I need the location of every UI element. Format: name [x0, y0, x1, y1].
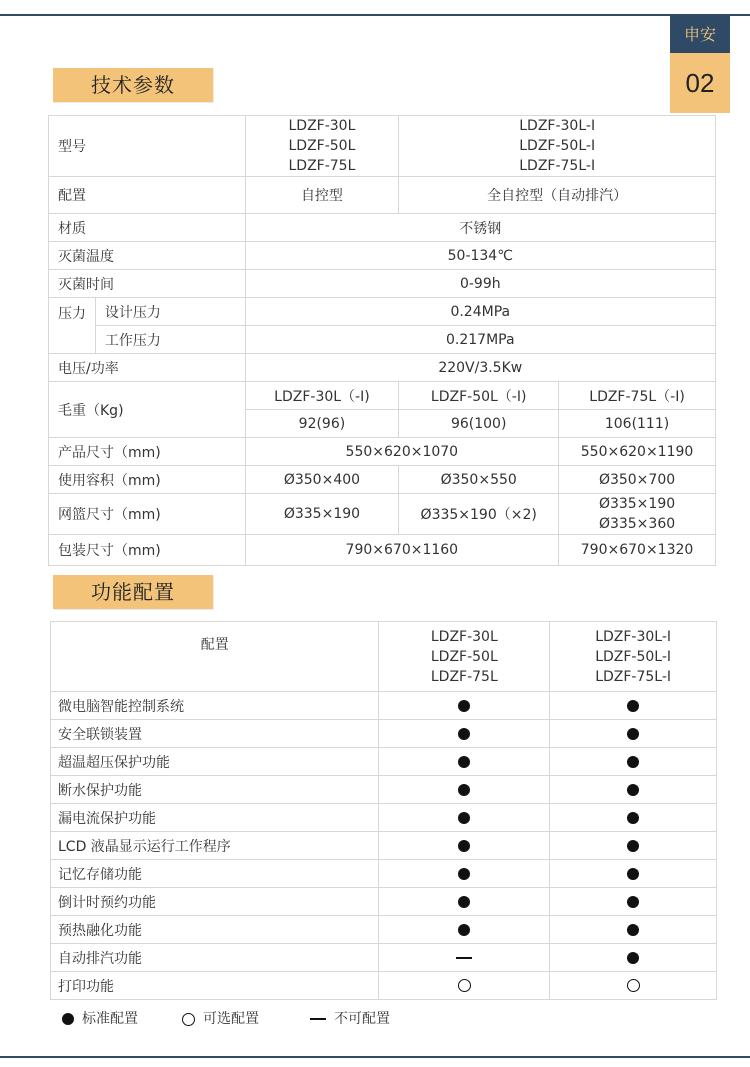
- cell-value: 50-134℃: [245, 242, 715, 270]
- row-label: 材质: [49, 214, 246, 242]
- table-row: [49, 354, 716, 382]
- cell-value: LDZF-75L（-I): [559, 382, 716, 410]
- table-row: [51, 720, 717, 748]
- hollow-circle-icon: [458, 979, 471, 992]
- model-name: LDZF-75L: [288, 158, 356, 174]
- brand-label: 申安: [670, 16, 730, 53]
- cell-value: 0-99h: [245, 270, 715, 298]
- filled-dot-icon: [627, 784, 639, 796]
- filled-dot-icon: [627, 700, 639, 712]
- filled-dot-icon: [458, 840, 470, 852]
- table-row: [51, 972, 717, 1000]
- feature-availability: [379, 748, 550, 776]
- model-name: LDZF-50L: [430, 648, 498, 665]
- cell-value: 96(100): [399, 410, 559, 438]
- feature-availability: [379, 860, 550, 888]
- table-row: [49, 326, 716, 354]
- table-row: [49, 466, 716, 494]
- cell-value: LDZF-50L（-I): [399, 382, 559, 410]
- cell-value: 550×620×1190: [559, 438, 716, 466]
- cell-value: 全自控型（自动排汽）: [399, 177, 716, 214]
- basket-size: Ø335×360: [598, 516, 676, 532]
- feature-availability: [550, 972, 717, 1000]
- table-row: [51, 776, 717, 804]
- filled-dot-icon: [627, 728, 639, 740]
- legend-label: 可选配置: [203, 1011, 259, 1027]
- feature-name: LCD 液晶显示运行工作程序: [51, 832, 379, 860]
- filled-dot-icon: [458, 924, 470, 936]
- basket-size: Ø335×190: [598, 496, 676, 512]
- model-name: LDZF-30L-I: [595, 628, 672, 645]
- cell-value: Ø350×400: [245, 466, 399, 494]
- model-name: LDZF-75L-I: [519, 158, 596, 174]
- model-name: LDZF-50L: [288, 138, 356, 154]
- feature-name: 微电脑智能控制系统: [51, 692, 379, 720]
- filled-dot-icon: [458, 756, 470, 768]
- filled-dot-icon: [458, 812, 470, 824]
- feature-availability: [379, 916, 550, 944]
- feature-availability: [379, 692, 550, 720]
- table-row: [49, 242, 716, 270]
- model-name: LDZF-75L: [430, 668, 498, 685]
- cell-value: Ø335×190: [245, 494, 399, 535]
- row-label: 使用容积（mm): [49, 466, 246, 494]
- spec-table: [48, 115, 716, 566]
- bottom-border: [0, 1056, 750, 1067]
- filled-dot-icon: [627, 896, 639, 908]
- row-label: 灭菌温度: [49, 242, 246, 270]
- filled-dot-icon: [627, 868, 639, 880]
- model-name: LDZF-50L-I: [519, 138, 596, 154]
- feature-availability: [550, 748, 717, 776]
- feature-availability: [379, 804, 550, 832]
- feature-name: 预热融化功能: [51, 916, 379, 944]
- legend-label: 标准配置: [82, 1011, 138, 1027]
- cell-value: [559, 494, 716, 535]
- filled-dot-icon: [627, 756, 639, 768]
- feature-name: 断水保护功能: [51, 776, 379, 804]
- feature-availability: [550, 888, 717, 916]
- cell-value: 92(96): [245, 410, 399, 438]
- cell-value: 0.24MPa: [245, 298, 715, 326]
- table-row: [49, 298, 716, 326]
- table-row: [49, 382, 716, 410]
- row-label: 配置: [49, 177, 246, 214]
- table-row: [49, 270, 716, 298]
- table-row: [49, 535, 716, 566]
- filled-dot-icon: [458, 868, 470, 880]
- table-row: [49, 214, 716, 242]
- row-label: 包装尺寸（mm): [49, 535, 246, 566]
- model-name: LDZF-75L-I: [595, 668, 672, 685]
- row-label: 灭菌时间: [49, 270, 246, 298]
- cell-value: LDZF-30L（-I): [245, 382, 399, 410]
- feature-availability: [379, 972, 550, 1000]
- hollow-circle-icon: [627, 979, 640, 992]
- feature-availability: [550, 720, 717, 748]
- filled-dot-icon: [458, 728, 470, 740]
- model-name: LDZF-30L: [288, 118, 356, 134]
- row-sublabel: 工作压力: [95, 326, 245, 354]
- hollow-circle-icon: [182, 1013, 195, 1026]
- table-row: [49, 494, 716, 535]
- feature-name: 自动排汽功能: [51, 944, 379, 972]
- top-border: [0, 0, 750, 16]
- feature-availability: [550, 944, 717, 972]
- row-label: 产品尺寸（mm): [49, 438, 246, 466]
- cell-value: Ø335×190（×2): [399, 494, 559, 535]
- legend-unavailable: [310, 1008, 390, 1028]
- feature-availability: [550, 832, 717, 860]
- filled-dot-icon: [458, 896, 470, 908]
- feature-name: 超温超压保护功能: [51, 748, 379, 776]
- row-label: 网篮尺寸（mm): [49, 494, 246, 535]
- table-row: [49, 177, 716, 214]
- feature-table: [50, 621, 717, 1000]
- cell-value: 790×670×1320: [559, 535, 716, 566]
- filled-dot-icon: [458, 784, 470, 796]
- header-label: 配置: [51, 622, 379, 692]
- filled-dot-icon: [458, 700, 470, 712]
- legend-standard: [62, 1008, 138, 1028]
- filled-dot-icon: [627, 812, 639, 824]
- row-label: 压力: [49, 298, 96, 354]
- table-row: [51, 888, 717, 916]
- cell-value: 不锈钢: [245, 214, 715, 242]
- page-number: 02: [670, 53, 730, 113]
- cell-value: 790×670×1160: [245, 535, 559, 566]
- table-row: [51, 944, 717, 972]
- row-label: 毛重（Kg): [49, 382, 246, 438]
- row-label: 电压/功率: [49, 354, 246, 382]
- model-list: [399, 116, 716, 177]
- table-row: [51, 916, 717, 944]
- filled-dot-icon: [627, 952, 639, 964]
- cell-value: 220V/3.5Kw: [245, 354, 715, 382]
- table-row: [51, 804, 717, 832]
- filled-dot-icon: [627, 924, 639, 936]
- cell-value: Ø350×700: [559, 466, 716, 494]
- feature-availability: [550, 804, 717, 832]
- dash-icon: [310, 1018, 326, 1020]
- table-row: [49, 438, 716, 466]
- model-list: [379, 622, 550, 692]
- feature-availability: [379, 944, 550, 972]
- table-row: [51, 832, 717, 860]
- model-list: [245, 116, 399, 177]
- table-row: [49, 116, 716, 177]
- feature-name: 安全联锁装置: [51, 720, 379, 748]
- feature-availability: [550, 776, 717, 804]
- model-name: LDZF-50L-I: [595, 648, 672, 665]
- feature-availability: [379, 888, 550, 916]
- section-title-specs: 技术参数: [53, 68, 213, 102]
- feature-name: 倒计时预约功能: [51, 888, 379, 916]
- feature-name: 打印功能: [51, 972, 379, 1000]
- cell-value: 550×620×1070: [245, 438, 559, 466]
- table-row: [51, 860, 717, 888]
- section-title-features: 功能配置: [53, 575, 213, 609]
- table-header-row: [51, 622, 717, 692]
- feature-availability: [379, 720, 550, 748]
- model-name: LDZF-30L-I: [519, 118, 596, 134]
- table-row: [51, 692, 717, 720]
- feature-availability: [550, 916, 717, 944]
- legend-label: 不可配置: [334, 1011, 390, 1027]
- model-list: [550, 622, 717, 692]
- table-row: [51, 748, 717, 776]
- cell-value: 0.217MPa: [245, 326, 715, 354]
- row-sublabel: 设计压力: [95, 298, 245, 326]
- filled-dot-icon: [627, 840, 639, 852]
- legend-optional: [182, 1008, 259, 1028]
- feature-availability: [550, 692, 717, 720]
- feature-availability: [379, 832, 550, 860]
- feature-name: 漏电流保护功能: [51, 804, 379, 832]
- filled-dot-icon: [62, 1013, 74, 1025]
- row-label: 型号: [49, 116, 246, 177]
- cell-value: 106(111): [559, 410, 716, 438]
- model-name: LDZF-30L: [430, 628, 498, 645]
- cell-value: Ø350×550: [399, 466, 559, 494]
- feature-name: 记忆存储功能: [51, 860, 379, 888]
- feature-availability: [550, 860, 717, 888]
- cell-value: 自控型: [245, 177, 399, 214]
- dash-icon: [456, 957, 472, 959]
- feature-availability: [379, 776, 550, 804]
